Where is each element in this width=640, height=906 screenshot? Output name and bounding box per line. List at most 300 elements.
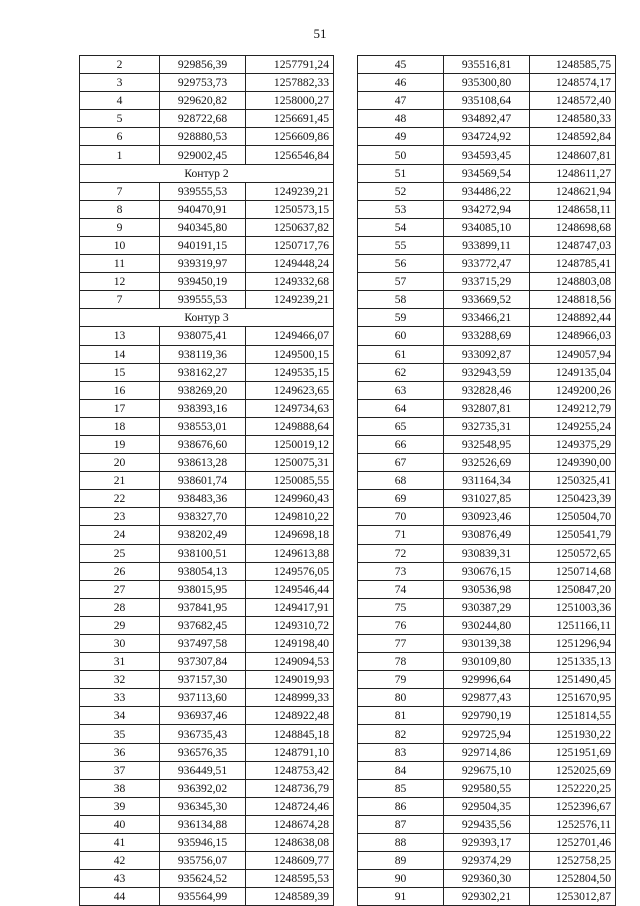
coordinate-row [358, 562, 616, 580]
point-number-cell: 6 [80, 128, 160, 146]
x-coordinate-cell: 938119,36 [160, 345, 246, 363]
point-number-cell: 50 [358, 146, 444, 164]
y-coordinate-cell: 1249390,00 [530, 454, 616, 472]
point-number-cell: 29 [80, 616, 160, 634]
x-coordinate-cell: 938269,20 [160, 381, 246, 399]
coordinate-row [80, 56, 334, 74]
coordinate-row [358, 435, 616, 453]
x-coordinate-cell: 935624,52 [160, 870, 246, 888]
y-coordinate-cell: 1251951,69 [530, 743, 616, 761]
point-number-cell: 41 [80, 834, 160, 852]
coordinate-row [80, 273, 334, 291]
coordinate-row [80, 363, 334, 381]
point-number-cell: 68 [358, 472, 444, 490]
point-number-cell: 88 [358, 834, 444, 852]
point-number-cell: 21 [80, 472, 160, 490]
x-coordinate-cell: 935300,80 [444, 74, 530, 92]
point-number-cell: 60 [358, 327, 444, 345]
coordinate-row [80, 852, 334, 870]
coordinate-row [358, 689, 616, 707]
coordinate-row [358, 743, 616, 761]
contour-header-row [80, 164, 334, 182]
y-coordinate-cell: 1250637,82 [246, 218, 334, 236]
y-coordinate-cell: 1248609,77 [246, 852, 334, 870]
point-number-cell: 79 [358, 671, 444, 689]
coordinate-row [358, 110, 616, 128]
coordinate-row [358, 779, 616, 797]
y-coordinate-cell: 1251670,95 [530, 689, 616, 707]
contour-header-row [80, 309, 334, 327]
x-coordinate-cell: 939555,53 [160, 291, 246, 309]
x-coordinate-cell: 938601,74 [160, 472, 246, 490]
coordinate-row [358, 526, 616, 544]
coordinate-row [358, 182, 616, 200]
y-coordinate-cell: 1249094,53 [246, 653, 334, 671]
y-coordinate-cell: 1249734,63 [246, 399, 334, 417]
y-coordinate-cell: 1249613,88 [246, 544, 334, 562]
coordinate-row [80, 870, 334, 888]
y-coordinate-cell: 1250847,20 [530, 580, 616, 598]
point-number-cell: 77 [358, 635, 444, 653]
point-number-cell: 12 [80, 273, 160, 291]
x-coordinate-cell: 936345,30 [160, 797, 246, 815]
x-coordinate-cell: 933288,69 [444, 327, 530, 345]
point-number-cell: 55 [358, 236, 444, 254]
y-coordinate-cell: 1253012,87 [530, 888, 616, 906]
x-coordinate-cell: 932548,95 [444, 435, 530, 453]
x-coordinate-cell: 929675,10 [444, 761, 530, 779]
coordinate-row [358, 472, 616, 490]
point-number-cell: 46 [358, 74, 444, 92]
x-coordinate-cell: 938327,70 [160, 508, 246, 526]
x-coordinate-cell: 930676,15 [444, 562, 530, 580]
point-number-cell: 37 [80, 761, 160, 779]
point-number-cell: 83 [358, 743, 444, 761]
point-number-cell: 39 [80, 797, 160, 815]
x-coordinate-cell: 929620,82 [160, 92, 246, 110]
y-coordinate-cell: 1248572,40 [530, 92, 616, 110]
y-coordinate-cell: 1248698,68 [530, 218, 616, 236]
point-number-cell: 18 [80, 417, 160, 435]
point-number-cell: 10 [80, 236, 160, 254]
point-number-cell: 58 [358, 291, 444, 309]
coordinate-row [80, 580, 334, 598]
coordinate-row [358, 490, 616, 508]
coordinate-row [80, 689, 334, 707]
point-number-cell: 67 [358, 454, 444, 472]
y-coordinate-cell: 1251814,55 [530, 707, 616, 725]
y-coordinate-cell: 1250075,31 [246, 454, 334, 472]
x-coordinate-cell: 938553,01 [160, 417, 246, 435]
y-coordinate-cell: 1252220,25 [530, 779, 616, 797]
coordinate-row [358, 345, 616, 363]
coordinate-row [358, 454, 616, 472]
point-number-cell: 65 [358, 417, 444, 435]
x-coordinate-cell: 929996,64 [444, 671, 530, 689]
x-coordinate-cell: 929856,39 [160, 56, 246, 74]
coordinate-row [80, 671, 334, 689]
x-coordinate-cell: 929790,19 [444, 707, 530, 725]
point-number-cell: 47 [358, 92, 444, 110]
x-coordinate-cell: 931164,34 [444, 472, 530, 490]
x-coordinate-cell: 938613,28 [160, 454, 246, 472]
x-coordinate-cell: 928722,68 [160, 110, 246, 128]
y-coordinate-cell: 1250085,55 [246, 472, 334, 490]
coordinate-row [80, 635, 334, 653]
y-coordinate-cell: 1251335,13 [530, 653, 616, 671]
coordinate-row [358, 834, 616, 852]
point-number-cell: 2 [80, 56, 160, 74]
point-number-cell: 43 [80, 870, 160, 888]
point-number-cell: 30 [80, 635, 160, 653]
coordinate-row [80, 526, 334, 544]
y-coordinate-cell: 1249200,26 [530, 381, 616, 399]
x-coordinate-cell: 930876,49 [444, 526, 530, 544]
coordinate-row [80, 327, 334, 345]
coordinate-row [358, 56, 616, 74]
coordinate-row [80, 454, 334, 472]
point-number-cell: 25 [80, 544, 160, 562]
coordinate-row [80, 653, 334, 671]
y-coordinate-cell: 1248621,94 [530, 182, 616, 200]
x-coordinate-cell: 938162,27 [160, 363, 246, 381]
y-coordinate-cell: 1248638,08 [246, 834, 334, 852]
x-coordinate-cell: 930244,80 [444, 616, 530, 634]
y-coordinate-cell: 1248892,44 [530, 309, 616, 327]
coordinate-row [358, 74, 616, 92]
x-coordinate-cell: 937157,30 [160, 671, 246, 689]
y-coordinate-cell: 1249810,22 [246, 508, 334, 526]
y-coordinate-cell: 1249466,07 [246, 327, 334, 345]
point-number-cell: 54 [358, 218, 444, 236]
point-number-cell: 26 [80, 562, 160, 580]
x-coordinate-cell: 936937,46 [160, 707, 246, 725]
coordinate-row [80, 74, 334, 92]
y-coordinate-cell: 1251166,11 [530, 616, 616, 634]
y-coordinate-cell: 1248845,18 [246, 725, 334, 743]
coordinate-row [80, 146, 334, 164]
x-coordinate-cell: 929374,29 [444, 852, 530, 870]
x-coordinate-cell: 939319,97 [160, 255, 246, 273]
x-coordinate-cell: 939555,53 [160, 182, 246, 200]
x-coordinate-cell: 940470,91 [160, 200, 246, 218]
point-number-cell: 57 [358, 273, 444, 291]
x-coordinate-cell: 933772,47 [444, 255, 530, 273]
coordinate-row [358, 417, 616, 435]
y-coordinate-cell: 1249417,91 [246, 598, 334, 616]
point-number-cell: 75 [358, 598, 444, 616]
y-coordinate-cell: 1249448,24 [246, 255, 334, 273]
coordinate-row [80, 815, 334, 833]
contour-header: Контур 3 [80, 309, 334, 327]
point-number-cell: 9 [80, 218, 160, 236]
y-coordinate-cell: 1249239,21 [246, 182, 334, 200]
x-coordinate-cell: 934892,47 [444, 110, 530, 128]
y-coordinate-cell: 1250573,15 [246, 200, 334, 218]
coordinate-row [358, 218, 616, 236]
y-coordinate-cell: 1248611,27 [530, 164, 616, 182]
coordinate-row [80, 707, 334, 725]
coordinate-row [80, 255, 334, 273]
y-coordinate-cell: 1250572,65 [530, 544, 616, 562]
x-coordinate-cell: 928880,53 [160, 128, 246, 146]
y-coordinate-cell: 1248922,48 [246, 707, 334, 725]
point-number-cell: 3 [80, 74, 160, 92]
y-coordinate-cell: 1248585,75 [530, 56, 616, 74]
x-coordinate-cell: 930839,31 [444, 544, 530, 562]
y-coordinate-cell: 1248999,33 [246, 689, 334, 707]
point-number-cell: 84 [358, 761, 444, 779]
x-coordinate-cell: 938054,13 [160, 562, 246, 580]
coordinate-row [80, 472, 334, 490]
coordinate-row [358, 381, 616, 399]
coordinate-row [80, 399, 334, 417]
y-coordinate-cell: 1256609,86 [246, 128, 334, 146]
point-number-cell: 90 [358, 870, 444, 888]
y-coordinate-cell: 1252396,67 [530, 797, 616, 815]
point-number-cell: 7 [80, 182, 160, 200]
coordinate-row [358, 544, 616, 562]
y-coordinate-cell: 1251490,45 [530, 671, 616, 689]
point-number-cell: 69 [358, 490, 444, 508]
point-number-cell: 63 [358, 381, 444, 399]
y-coordinate-cell: 1250019,12 [246, 435, 334, 453]
coordinate-row [80, 743, 334, 761]
coordinate-row [358, 92, 616, 110]
x-coordinate-cell: 934272,94 [444, 200, 530, 218]
y-coordinate-cell: 1248785,41 [530, 255, 616, 273]
x-coordinate-cell: 933715,29 [444, 273, 530, 291]
point-number-cell: 44 [80, 888, 160, 906]
coordinate-row [80, 128, 334, 146]
y-coordinate-cell: 1248791,10 [246, 743, 334, 761]
x-coordinate-cell: 929435,56 [444, 815, 530, 833]
point-number-cell: 14 [80, 345, 160, 363]
y-coordinate-cell: 1249535,15 [246, 363, 334, 381]
y-coordinate-cell: 1250714,68 [530, 562, 616, 580]
point-number-cell: 86 [358, 797, 444, 815]
x-coordinate-cell: 930536,98 [444, 580, 530, 598]
y-coordinate-cell: 1249310,72 [246, 616, 334, 634]
y-coordinate-cell: 1252576,11 [530, 815, 616, 833]
x-coordinate-cell: 938676,60 [160, 435, 246, 453]
y-coordinate-cell: 1250541,79 [530, 526, 616, 544]
y-coordinate-cell: 1249960,43 [246, 490, 334, 508]
point-number-cell: 85 [358, 779, 444, 797]
y-coordinate-cell: 1249019,93 [246, 671, 334, 689]
coordinate-row [358, 653, 616, 671]
coordinate-row [80, 797, 334, 815]
x-coordinate-cell: 932828,46 [444, 381, 530, 399]
coordinate-row [80, 182, 334, 200]
x-coordinate-cell: 937497,58 [160, 635, 246, 653]
y-coordinate-cell: 1249198,40 [246, 635, 334, 653]
point-number-cell: 56 [358, 255, 444, 273]
coordinates-table-right [357, 55, 616, 906]
point-number-cell: 15 [80, 363, 160, 381]
point-number-cell: 66 [358, 435, 444, 453]
y-coordinate-cell: 1248574,17 [530, 74, 616, 92]
x-coordinate-cell: 932735,31 [444, 417, 530, 435]
point-number-cell: 31 [80, 653, 160, 671]
y-coordinate-cell: 1248966,03 [530, 327, 616, 345]
x-coordinate-cell: 934569,54 [444, 164, 530, 182]
x-coordinate-cell: 934085,10 [444, 218, 530, 236]
coordinate-row [80, 236, 334, 254]
y-coordinate-cell: 1249500,15 [246, 345, 334, 363]
y-coordinate-cell: 1248580,33 [530, 110, 616, 128]
point-number-cell: 82 [358, 725, 444, 743]
point-number-cell: 59 [358, 309, 444, 327]
x-coordinate-cell: 937307,84 [160, 653, 246, 671]
point-number-cell: 7 [80, 291, 160, 309]
y-coordinate-cell: 1248736,79 [246, 779, 334, 797]
point-number-cell: 61 [358, 345, 444, 363]
y-coordinate-cell: 1256691,45 [246, 110, 334, 128]
coordinate-row [358, 635, 616, 653]
coordinate-row [358, 870, 616, 888]
point-number-cell: 13 [80, 327, 160, 345]
coordinate-row [358, 852, 616, 870]
x-coordinate-cell: 933899,11 [444, 236, 530, 254]
point-number-cell: 52 [358, 182, 444, 200]
point-number-cell: 74 [358, 580, 444, 598]
coordinate-row [358, 815, 616, 833]
x-coordinate-cell: 931027,85 [444, 490, 530, 508]
coordinates-table-right-body [358, 56, 616, 906]
x-coordinate-cell: 929580,55 [444, 779, 530, 797]
y-coordinate-cell: 1252025,69 [530, 761, 616, 779]
y-coordinate-cell: 1249623,65 [246, 381, 334, 399]
y-coordinate-cell: 1249888,64 [246, 417, 334, 435]
x-coordinate-cell: 935946,15 [160, 834, 246, 852]
x-coordinate-cell: 929725,94 [444, 725, 530, 743]
x-coordinate-cell: 929002,45 [160, 146, 246, 164]
y-coordinate-cell: 1251296,94 [530, 635, 616, 653]
coordinate-row [80, 381, 334, 399]
coordinates-table-left-body [80, 56, 334, 906]
y-coordinate-cell: 1248592,84 [530, 128, 616, 146]
y-coordinate-cell: 1257882,33 [246, 74, 334, 92]
y-coordinate-cell: 1248589,39 [246, 888, 334, 906]
point-number-cell: 76 [358, 616, 444, 634]
coordinate-row [80, 888, 334, 906]
y-coordinate-cell: 1257791,24 [246, 56, 334, 74]
y-coordinate-cell: 1249135,04 [530, 363, 616, 381]
coordinate-row [358, 616, 616, 634]
coordinate-row [358, 327, 616, 345]
coordinate-row [80, 291, 334, 309]
x-coordinate-cell: 934486,22 [444, 182, 530, 200]
point-number-cell: 53 [358, 200, 444, 218]
x-coordinate-cell: 938075,41 [160, 327, 246, 345]
x-coordinate-cell: 935108,64 [444, 92, 530, 110]
coordinate-row [358, 273, 616, 291]
y-coordinate-cell: 1248674,28 [246, 815, 334, 833]
point-number-cell: 91 [358, 888, 444, 906]
coordinate-row [80, 345, 334, 363]
coordinate-row [358, 236, 616, 254]
y-coordinate-cell: 1250504,70 [530, 508, 616, 526]
y-coordinate-cell: 1248818,56 [530, 291, 616, 309]
y-coordinate-cell: 1248747,03 [530, 236, 616, 254]
y-coordinate-cell: 1249255,24 [530, 417, 616, 435]
point-number-cell: 80 [358, 689, 444, 707]
x-coordinate-cell: 936392,02 [160, 779, 246, 797]
y-coordinate-cell: 1251003,36 [530, 598, 616, 616]
point-number-cell: 35 [80, 725, 160, 743]
point-number-cell: 27 [80, 580, 160, 598]
x-coordinate-cell: 936576,35 [160, 743, 246, 761]
coordinate-row [80, 92, 334, 110]
coordinate-row [80, 761, 334, 779]
coordinate-row [358, 255, 616, 273]
coordinate-row [358, 580, 616, 598]
coordinate-row [80, 544, 334, 562]
x-coordinate-cell: 936449,51 [160, 761, 246, 779]
coordinate-row [358, 164, 616, 182]
x-coordinate-cell: 938202,49 [160, 526, 246, 544]
coordinate-row [80, 834, 334, 852]
x-coordinate-cell: 930109,80 [444, 653, 530, 671]
x-coordinate-cell: 929302,21 [444, 888, 530, 906]
coordinate-row [80, 725, 334, 743]
x-coordinate-cell: 932807,81 [444, 399, 530, 417]
y-coordinate-cell: 1249057,94 [530, 345, 616, 363]
y-coordinate-cell: 1248595,53 [246, 870, 334, 888]
x-coordinate-cell: 935564,99 [160, 888, 246, 906]
y-coordinate-cell: 1250717,76 [246, 236, 334, 254]
point-number-cell: 70 [358, 508, 444, 526]
coordinate-row [358, 291, 616, 309]
x-coordinate-cell: 929714,86 [444, 743, 530, 761]
point-number-cell: 62 [358, 363, 444, 381]
y-coordinate-cell: 1248803,08 [530, 273, 616, 291]
y-coordinate-cell: 1252758,25 [530, 852, 616, 870]
x-coordinate-cell: 930923,46 [444, 508, 530, 526]
coordinate-row [358, 309, 616, 327]
coordinate-row [358, 671, 616, 689]
coordinate-row [358, 200, 616, 218]
point-number-cell: 87 [358, 815, 444, 833]
x-coordinate-cell: 937682,45 [160, 616, 246, 634]
y-coordinate-cell: 1249332,68 [246, 273, 334, 291]
y-coordinate-cell: 1251930,22 [530, 725, 616, 743]
point-number-cell: 16 [80, 381, 160, 399]
coordinate-row [358, 707, 616, 725]
point-number-cell: 23 [80, 508, 160, 526]
point-number-cell: 1 [80, 146, 160, 164]
y-coordinate-cell: 1250423,39 [530, 490, 616, 508]
coordinate-row [80, 435, 334, 453]
y-coordinate-cell: 1249698,18 [246, 526, 334, 544]
coordinate-row [358, 399, 616, 417]
y-coordinate-cell: 1248607,81 [530, 146, 616, 164]
y-coordinate-cell: 1248658,11 [530, 200, 616, 218]
coordinate-row [358, 128, 616, 146]
point-number-cell: 51 [358, 164, 444, 182]
coordinate-row [358, 888, 616, 906]
y-coordinate-cell: 1248724,46 [246, 797, 334, 815]
point-number-cell: 17 [80, 399, 160, 417]
point-number-cell: 8 [80, 200, 160, 218]
x-coordinate-cell: 940345,80 [160, 218, 246, 236]
point-number-cell: 64 [358, 399, 444, 417]
x-coordinate-cell: 929504,35 [444, 797, 530, 815]
coordinate-row [358, 725, 616, 743]
point-number-cell: 49 [358, 128, 444, 146]
page-number: 51 [313, 26, 327, 41]
